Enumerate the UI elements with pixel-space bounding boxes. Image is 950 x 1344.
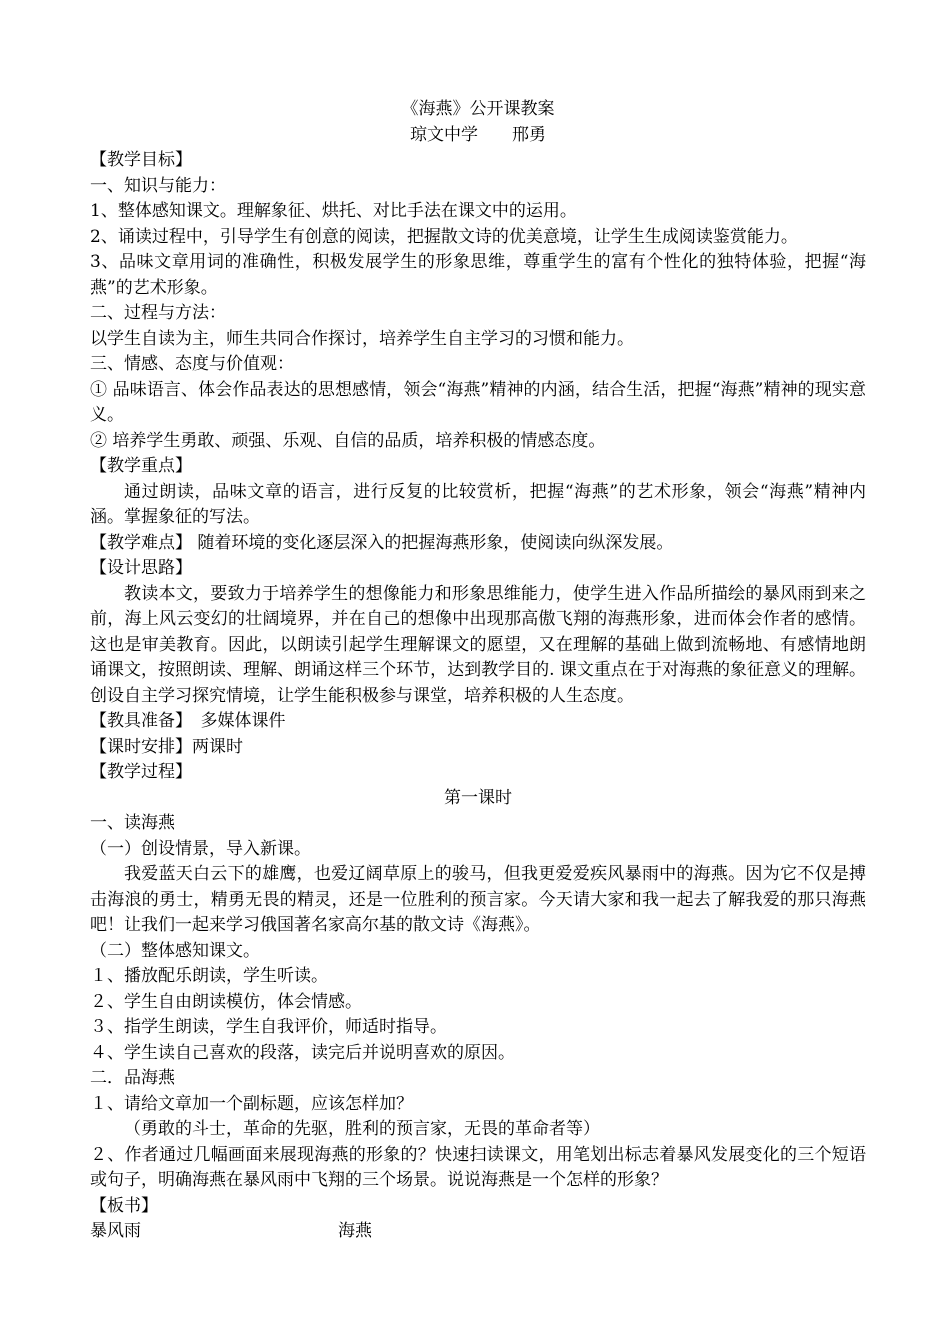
paragraph: （二）整体感知课文。 — [90, 940, 260, 961]
section-heading-goals: 【教学目标】 — [90, 150, 192, 170]
paragraph: 三、情感、态度与价值观： — [90, 354, 294, 374]
paragraph: 2、诵读过程中，引导学生有创意的阅读，把握散文诗的优美意境，让学生生成阅读鉴赏能力。 — [90, 226, 798, 247]
paragraph: ① 品味语言、体会作品表达的思想感情，领会“海燕”精神的内涵，结合生活，把握“海燕”精神的现实意义。 — [90, 379, 866, 425]
list-item: ２、作者通过几幅画面来展现海燕的形象的？快速扫读课文，用笔划出标志着暴风发展变化的三个短语或句子，明确海燕在暴风雨中飞翔的三个场景。说说海燕是一个怎样的形象？ — [90, 1144, 866, 1190]
lesson-heading: 第一课时 — [444, 787, 512, 808]
answer-text: （勇敢的斗士，革命的先驱，胜利的预言家，无畏的革命者等） — [124, 1119, 600, 1139]
section-heading-tools: 【教具准备】 多媒体课件 — [90, 711, 286, 731]
list-item: １、播放配乐朗读，学生听读。 — [90, 966, 328, 986]
list-item: ３、指学生朗读，学生自我评价，师适时指导。 — [90, 1017, 447, 1037]
paragraph: ② 培养学生勇敢、顽强、乐观、自信的品质，培养积极的情感态度。 — [90, 430, 606, 451]
document-page — [90, 97, 866, 1245]
board-right: 海燕 — [338, 1221, 372, 1241]
paragraph: 以学生自读为主，师生共同合作探讨，培养学生自主学习的习惯和能力。 — [90, 328, 634, 349]
paragraph: 一、知识与能力： — [90, 175, 226, 196]
list-item: ４、学生读自己喜欢的段落，读完后并说明喜欢的原因。 — [90, 1042, 515, 1063]
section-heading-key: 【教学重点】 — [90, 456, 192, 476]
board-left: 暴风雨 — [90, 1221, 141, 1241]
paragraph: （一）创设情景，导入新课。 — [90, 838, 311, 859]
section-heading-design: 【设计思路】 — [90, 558, 192, 578]
author-line: 琼文中学 邢勇 — [410, 124, 546, 145]
paragraph: 二．品海燕 — [90, 1068, 175, 1088]
paragraph: 教读本文，要致力于培养学生的想像能力和形象思维能力，使学生进入作品所描绘的暴风雨到来之前，海上风云变幻的壮阔境界，并在自己的想像中出现那高傲飞翔的海燕形象，进而体会作者的感情。这也是审美教育。因此，以朗读引起学生理解课文的愿望，又在理解的基础上做到流畅地、有感情地朗诵课文，按照朗读、理解、朗诵这样三个环节，达到教学目的. 课文重点在于对海燕的象征意义的理解。创设自主学习探究情境，让学生能积极参与课堂，培养积极的人生态度。 — [90, 583, 866, 706]
paragraph: 一、读海燕 — [90, 813, 175, 833]
list-item: ２、学生自由朗读模仿，体会情感。 — [90, 991, 362, 1012]
section-heading-difficulty: 【教学难点】 随着环境的变化逐层深入的把握海燕形象，使阅读向纵深发展。 — [90, 532, 674, 553]
list-item: １、请给文章加一个副标题，应该怎样加？ — [90, 1093, 413, 1114]
paragraph: 1、整体感知课文。理解象征、烘托、对比手法在课文中的运用。 — [90, 201, 577, 221]
paragraph: 我爱蓝天白云下的雄鹰，也爱辽阔草原上的骏马，但我更爱爱疾风暴雨中的海燕。因为它不仅是搏击海浪的勇士，精勇无畏的精灵，还是一位胜利的预言家。今天请大家和我一起去了解我爱的那只海燕吧！让我们一起来学习俄国著名家高尔基的散文诗《海燕》。 — [90, 864, 866, 935]
document-title: 《海燕》公开课教案 — [401, 99, 555, 119]
paragraph: 通过朗读，品味文章的语言，进行反复的比较赏析，把握“海燕”的艺术形象，领会“海燕”精神内涵。掌握象征的写法。 — [90, 481, 866, 527]
section-heading-board: 【板书】 — [90, 1195, 158, 1216]
paragraph: 二、过程与方法： — [90, 303, 226, 323]
section-heading-process: 【教学过程】 — [90, 762, 192, 782]
section-heading-hours: 【课时安排】两课时 — [90, 736, 243, 757]
board-row — [90, 1219, 866, 1245]
paragraph: 3、品味文章用词的准确性，积极发展学生的形象思维，尊重学生的富有个性化的独特体验，把握“海燕”的艺术形象。 — [90, 252, 866, 298]
